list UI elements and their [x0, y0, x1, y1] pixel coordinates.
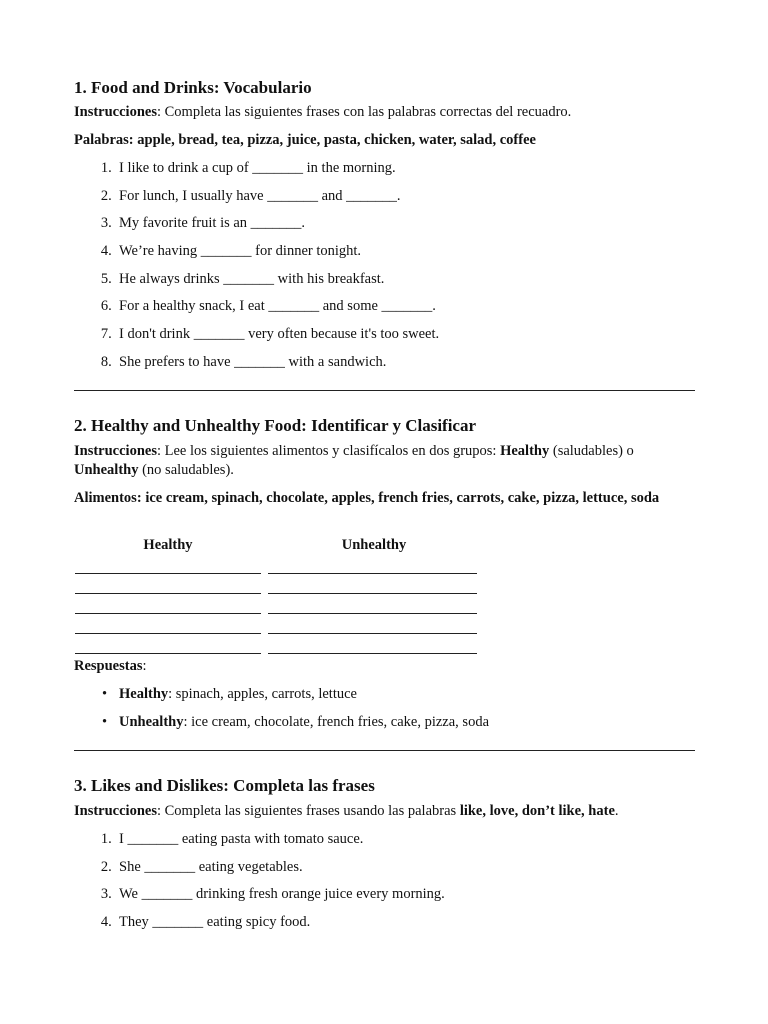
unhealthy-blank-line [268, 633, 477, 634]
healthy-blank-line [75, 573, 261, 574]
section2-food-list: Alimentos: ice cream, spinach, chocolate, apples, french fries, carrots, cake, pizza, lettuce, soda [74, 490, 660, 506]
unhealthy-blank-line [268, 613, 477, 614]
list-item: 4. They _______ eating spicy food. [100, 914, 311, 931]
healthy-blank-line [75, 653, 261, 654]
list-item: 8. She prefers to have _______ with a sandwich. [100, 353, 387, 370]
section1-exercise-list [74, 158, 439, 380]
section2-foods-text: ice cream, spinach, chocolate, apples, french fries, carrots, cake, pizza, lettuce, soda [145, 490, 660, 506]
list-item: 7. I don't drink _______ very often because it's too sweet. [100, 326, 440, 343]
section2-instructions: Instrucciones: Lee los siguientes alimentos y clasifícalos en dos grupos: Healthy (saludables) o Unhealthy (no saludables). [74, 443, 634, 478]
section-divider [74, 750, 695, 751]
section1-instr-text: : Completa las siguientes frases con las palabras correctas del recuadro. [156, 104, 572, 120]
unhealthy-blank-line [268, 573, 477, 574]
column-header-unhealthy: Unhealthy [341, 537, 407, 553]
section1-title: 1. Food and Drinks: Vocabulario [74, 78, 312, 97]
list-item: 6. For a healthy snack, I eat _______ and some _______. [100, 298, 436, 315]
list-item: 5. He always drinks _______ with his breakfast. [100, 270, 385, 287]
answers-list [74, 684, 489, 740]
section3-title: 3. Likes and Dislikes: Completa las frases [74, 776, 375, 795]
unhealthy-blank-line [268, 593, 477, 594]
section3-instructions: Instrucciones: Completa las siguientes frases usando las palabras like, love, don’t like, hate. [74, 803, 619, 819]
unhealthy-blank-line [268, 653, 477, 654]
list-item: • Unhealthy: ice cream, chocolate, french fries, cake, pizza, soda [101, 714, 490, 730]
section2-title: 2. Healthy and Unhealthy Food: Identificar y Clasificar [74, 416, 477, 435]
list-item: • Healthy: spinach, apples, carrots, lettuce [101, 686, 357, 702]
list-item: 4. We’re having _______ for dinner tonight. [100, 243, 362, 260]
list-item: 1. I _______ eating pasta with tomato sauce. [100, 831, 364, 847]
healthy-blank-line [75, 613, 261, 614]
section1-instructions [74, 103, 684, 122]
list-item: 3. We _______ drinking fresh orange juice every morning. [100, 886, 445, 903]
column-header-healthy: Healthy [143, 537, 193, 553]
list-item: 2. For lunch, I usually have _______ and _______. [100, 187, 401, 204]
section-divider [74, 390, 695, 391]
healthy-blank-line [75, 593, 261, 594]
list-item: 1. I like to drink a cup of _______ in the morning. [100, 160, 396, 176]
section1-words-label: Palabras [74, 132, 129, 148]
healthy-blank-line [75, 633, 261, 634]
section1-instr-label: Instrucciones [74, 104, 157, 120]
list-item: 3. My favorite fruit is an _______. [100, 215, 306, 232]
section3-exercise-list [74, 829, 445, 940]
section1-word-bank: Palabras: apple, bread, tea, pizza, juice, pasta, chicken, water, salad, coffee [74, 132, 536, 148]
section2-instr-label: Instrucciones [74, 443, 157, 459]
list-item: 2. She _______ eating vegetables. [100, 858, 303, 875]
section2-foods-label: Alimentos [74, 490, 137, 506]
answers-heading: Respuestas: [74, 658, 147, 674]
section3-instr-label: Instrucciones [74, 803, 157, 819]
section1-words-text: apple, bread, tea, pizza, juice, pasta, chicken, water, salad, coffee [137, 132, 536, 148]
